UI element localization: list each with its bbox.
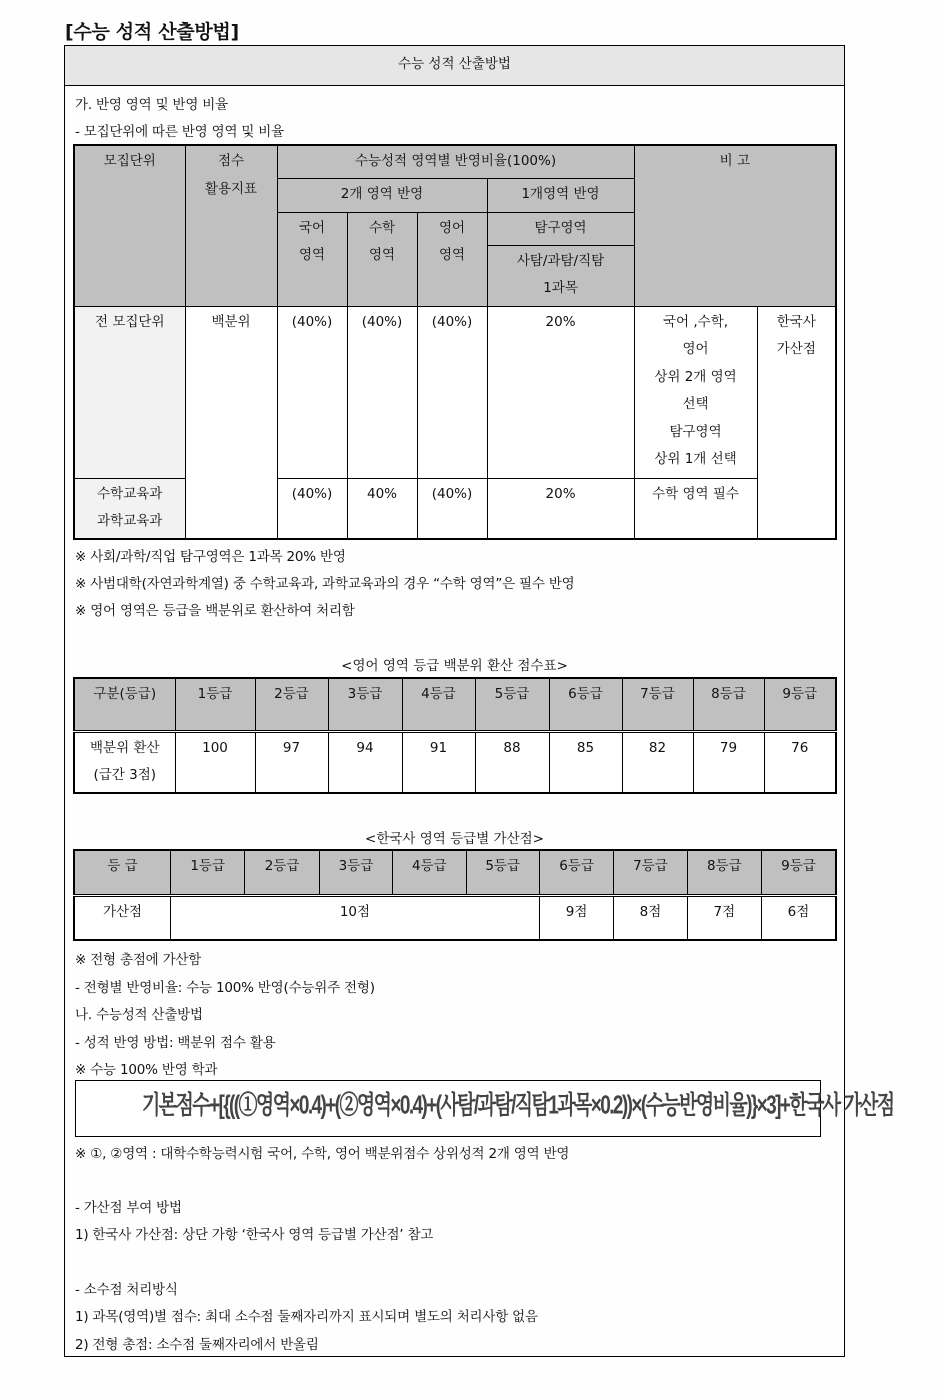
- section-b-line: - 성적 반영 방법: 백분위 점수 활용: [75, 1035, 276, 1051]
- grade-header: 2등급: [255, 678, 328, 731]
- row-label: 가산점: [74, 895, 171, 940]
- index-cell: 백분위: [185, 306, 277, 539]
- grade-header: 8등급: [693, 678, 764, 731]
- grade-header: 3등급: [319, 850, 392, 895]
- korean-cell: (40%): [277, 306, 347, 478]
- bonus-heading: - 가산점 부여 방법: [75, 1200, 182, 1216]
- decimal-item: 2) 전형 총점: 소수점 둘째자리에서 반올림: [75, 1337, 319, 1353]
- grade-header: 5등급: [466, 850, 539, 895]
- bonus-item: 1) 한국사 가산점: 상단 가항 ‘한국사 영역 등급별 가산점’ 참고: [75, 1227, 434, 1243]
- header-two-area: 2개 영역 반영: [277, 178, 487, 212]
- header-math: 수학 영역: [347, 212, 417, 306]
- math-cell: (40%): [347, 306, 417, 478]
- grade-header: 3등급: [328, 678, 402, 731]
- header-one-area: 1개영역 반영: [487, 178, 634, 212]
- header-korean: 국어 영역: [277, 212, 347, 306]
- unit-cell: 수학교육과 과학교육과: [74, 478, 185, 539]
- value-cell: 7점: [687, 895, 761, 940]
- section-b-line: ※ 전형 총점에 가산함: [75, 952, 202, 968]
- value-cell: 100: [175, 731, 255, 793]
- section-b-heading: 나. 수능성적 산출방법: [75, 1007, 203, 1023]
- history-table-caption: <한국사 영역 등급별 가산점>: [365, 831, 544, 847]
- math-cell: 40%: [347, 478, 417, 539]
- value-cell: 85: [549, 731, 622, 793]
- inquiry-cell: 20%: [487, 478, 634, 539]
- history-bonus-table: [73, 849, 837, 941]
- decimal-heading: - 소수점 처리방식: [75, 1282, 178, 1298]
- header-inquiry-sub: 사탐/과탐/직탐 1과목: [487, 245, 634, 306]
- grade-header: 2등급: [245, 850, 319, 895]
- grade-header: 8등급: [687, 850, 761, 895]
- english-conversion-table: [73, 677, 837, 794]
- value-cell: 6점: [762, 895, 837, 940]
- grade-header: 6등급: [549, 678, 622, 731]
- grade-header: 6등급: [539, 850, 613, 895]
- header-unit: 모집단위: [74, 145, 185, 306]
- header-inquiry: 탐구영역: [487, 212, 634, 245]
- grade-header: 4등급: [393, 850, 466, 895]
- note-line: ※ 영어 영역은 등급을 백분위로 환산하여 처리함: [75, 603, 355, 619]
- value-cell: 76: [764, 731, 836, 793]
- grade-header: 7등급: [622, 678, 693, 731]
- value-cell: 10점: [171, 895, 540, 940]
- table-row: [74, 306, 836, 478]
- english-cell: (40%): [417, 478, 487, 539]
- table-row: [74, 895, 836, 940]
- grade-header: 5등급: [475, 678, 549, 731]
- header-score-index: 점수 활용지표: [185, 145, 277, 306]
- header-english: 영어 영역: [417, 212, 487, 306]
- header-grade-label: 구분(등급): [74, 678, 175, 731]
- english-table-caption: <영어 영역 등급 백분위 환산 점수표>: [341, 658, 568, 674]
- formula-note: ※ ①, ②영역 : 대학수학능력시험 국어, 수학, 영어 백분위점수 상위성적 2개 영역 반영: [75, 1146, 570, 1162]
- decimal-item: 1) 과목(영역)별 점수: 최대 소수점 둘째자리까지 표시되며 별도의 처리사항 없음: [75, 1309, 538, 1325]
- grade-header: 9등급: [762, 850, 837, 895]
- row-label: 백분위 환산 (급간 3점): [74, 731, 175, 793]
- document-frame: [64, 45, 894, 1357]
- grade-header: 9등급: [764, 678, 836, 731]
- unit-cell: 전 모집단위: [74, 306, 185, 478]
- value-cell: 88: [475, 731, 549, 793]
- note-line: ※ 사회/과학/직업 탐구영역은 1과목 20% 반영: [75, 549, 346, 565]
- section-b-line: - 전형별 반영비율: 수능 100% 반영(수능위주 전형): [75, 980, 375, 996]
- grade-header: 1등급: [175, 678, 255, 731]
- grade-header: 1등급: [171, 850, 245, 895]
- page-title: [수능 성적 산출방법]: [65, 21, 239, 43]
- grade-header: 4등급: [402, 678, 475, 731]
- english-cell: (40%): [417, 306, 487, 478]
- korean-cell: (40%): [277, 478, 347, 539]
- note-line: ※ 사범대학(자연과학계열) 중 수학교육과, 과학교육과의 경우 “수학 영역”은 필수 반영: [75, 576, 575, 592]
- reflection-ratio-table: [73, 144, 837, 540]
- value-cell: 97: [255, 731, 328, 793]
- value-cell: 9점: [539, 895, 613, 940]
- section-a-subheading: - 모집단위에 따른 반영 영역 및 비율: [75, 124, 284, 140]
- section-b-line: ※ 수능 100% 반영 학과: [75, 1062, 218, 1078]
- value-cell: 8점: [614, 895, 687, 940]
- inquiry-cell: 20%: [487, 306, 634, 478]
- table-row: [74, 731, 836, 793]
- value-cell: 79: [693, 731, 764, 793]
- value-cell: 82: [622, 731, 693, 793]
- header-ratio: 수능성적 영역별 반영비율(100%): [277, 145, 634, 178]
- value-cell: 94: [328, 731, 402, 793]
- section-a-heading: 가. 반영 영역 및 반영 비율: [75, 97, 228, 113]
- header-remarks: 비 고: [634, 145, 836, 306]
- grade-header: 7등급: [614, 850, 687, 895]
- value-cell: 91: [402, 731, 475, 793]
- header-grade-label: 등 급: [74, 850, 171, 895]
- note-cell: 수학 영역 필수: [634, 478, 757, 539]
- history-bonus-cell: 한국사 가산점: [757, 306, 836, 539]
- note-cell: 국어 ,수학, 영어 상위 2개 영역 선택 탐구영역 상위 1개 선택: [634, 306, 757, 478]
- frame-header: 수능 성적 산출방법: [65, 46, 844, 86]
- formula-text: 기본점수+[{((①영역×0.4)+(②영역×0.4)+(사탐/과탐/직탐1과목×0.2))×(수능반영비율)}×3]+한국사 가산점: [142, 1091, 894, 1121]
- formula-image: [75, 1080, 894, 1137]
